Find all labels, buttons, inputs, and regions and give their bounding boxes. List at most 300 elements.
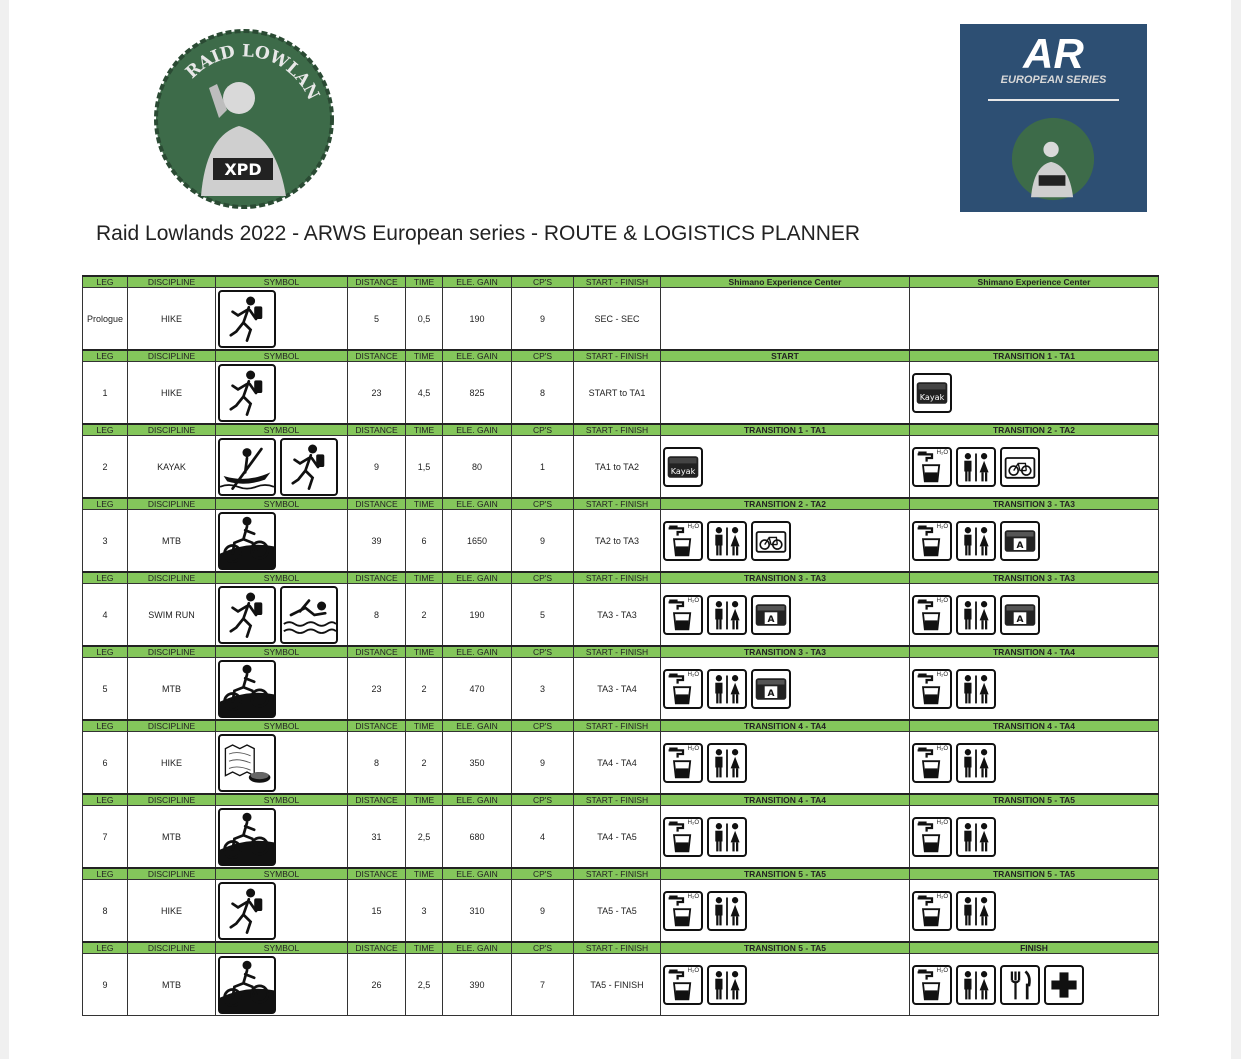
elevation-gain-value: 470	[443, 658, 512, 721]
h2o-label: H₂O	[936, 449, 948, 456]
time-header: TIME	[406, 942, 443, 954]
elevation-gain-value: 680	[443, 806, 512, 869]
water-icon	[912, 891, 952, 931]
discipline-header: DISCIPLINE	[128, 720, 216, 732]
start-finish-value: TA2 to TA3	[574, 510, 661, 573]
checkpoints-header: CP'S	[512, 868, 574, 880]
time-header: TIME	[406, 794, 443, 806]
symbol-header: SYMBOL	[216, 572, 348, 584]
facility-location-title: TRANSITION 4 - TA4	[661, 794, 910, 806]
hike-icon	[280, 438, 338, 496]
distance-value: 9	[348, 436, 406, 499]
time-header: TIME	[406, 350, 443, 362]
symbol-header: SYMBOL	[216, 942, 348, 954]
start-finish-header: START - FINISH	[574, 424, 661, 436]
checkpoints-value: 1	[512, 436, 574, 499]
svg-text:A: A	[767, 614, 775, 625]
distance-value: 26	[348, 954, 406, 1016]
elevation-gain-value: 310	[443, 880, 512, 943]
water-icon	[912, 669, 952, 709]
start-finish-value: START to TA1	[574, 362, 661, 425]
leg-header: LEG	[83, 942, 128, 954]
elevation-gain-value: 190	[443, 584, 512, 647]
gear-box-icon	[1000, 595, 1040, 635]
mtb-icon	[218, 660, 276, 718]
toilet-icon	[707, 595, 747, 635]
checkpoints-value: 9	[512, 880, 574, 943]
time-value: 2	[406, 584, 443, 647]
time-header: TIME	[406, 572, 443, 584]
kayak-icon	[218, 438, 276, 496]
first-aid-icon	[1044, 965, 1084, 1005]
hike-icon	[218, 364, 276, 422]
checkpoints-header: CP'S	[512, 350, 574, 362]
raid-lowlands-logo	[151, 26, 337, 212]
symbol-header: SYMBOL	[216, 794, 348, 806]
hike-icon	[218, 290, 276, 348]
leg-number: 5	[83, 658, 128, 721]
leg-number: 1	[83, 362, 128, 425]
water-icon	[663, 521, 703, 561]
leg-header-row	[83, 276, 1159, 288]
facilities-cell	[661, 288, 910, 351]
facility-location-title: TRANSITION 4 - TA4	[661, 720, 910, 732]
symbol-cell	[216, 362, 348, 425]
kayak-box-icon	[663, 447, 703, 487]
water-icon	[912, 817, 952, 857]
time-value: 1,5	[406, 436, 443, 499]
elevation-gain-value: 825	[443, 362, 512, 425]
distance-value: 5	[348, 288, 406, 351]
h2o-label: H₂O	[936, 967, 948, 974]
elevation-header: ELE. GAIN	[443, 276, 512, 288]
route-planner-table	[82, 275, 1159, 1016]
h2o-label: H₂O	[936, 671, 948, 678]
checkpoints-header: CP'S	[512, 794, 574, 806]
h2o-label: H₂O	[936, 523, 948, 530]
discipline-header: DISCIPLINE	[128, 350, 216, 362]
facilities-cell	[661, 806, 910, 869]
discipline-header: DISCIPLINE	[128, 794, 216, 806]
time-value: 2	[406, 732, 443, 795]
leg-row	[83, 288, 1159, 351]
symbol-header: SYMBOL	[216, 276, 348, 288]
distance-header: DISTANCE	[348, 646, 406, 658]
elevation-header: ELE. GAIN	[443, 720, 512, 732]
distance-header: DISTANCE	[348, 720, 406, 732]
checkpoints-value: 9	[512, 732, 574, 795]
symbol-cell	[216, 954, 348, 1016]
start-finish-header: START - FINISH	[574, 720, 661, 732]
mtb-icon	[218, 512, 276, 570]
facilities-cell	[910, 806, 1159, 869]
elevation-gain-value: 350	[443, 732, 512, 795]
raid-lowlands-small-logo	[1010, 116, 1096, 202]
facility-location-title: TRANSITION 4 - TA4	[910, 720, 1159, 732]
start-finish-header: START - FINISH	[574, 276, 661, 288]
leg-row	[83, 806, 1159, 869]
distance-header: DISTANCE	[348, 498, 406, 510]
time-header: TIME	[406, 720, 443, 732]
checkpoints-value: 9	[512, 510, 574, 573]
start-finish-value: TA1 to TA2	[574, 436, 661, 499]
facility-location-title: Shimano Experience Center	[661, 276, 910, 288]
leg-header: LEG	[83, 646, 128, 658]
leg-row	[83, 510, 1159, 573]
start-finish-value: SEC - SEC	[574, 288, 661, 351]
leg-row	[83, 362, 1159, 425]
leg-header: LEG	[83, 868, 128, 880]
water-icon	[912, 595, 952, 635]
checkpoints-value: 4	[512, 806, 574, 869]
distance-header: DISTANCE	[348, 572, 406, 584]
leg-header: LEG	[83, 572, 128, 584]
toilet-icon	[956, 965, 996, 1005]
start-finish-value: TA4 - TA4	[574, 732, 661, 795]
discipline-header: DISCIPLINE	[128, 276, 216, 288]
svg-text:A: A	[1016, 540, 1024, 551]
leg-number: 4	[83, 584, 128, 647]
facility-location-title: TRANSITION 3 - TA3	[661, 646, 910, 658]
start-finish-value: TA5 - FINISH	[574, 954, 661, 1016]
facilities-cell	[910, 584, 1159, 647]
symbol-cell	[216, 584, 348, 647]
leg-header-row	[83, 424, 1159, 436]
european-series-text: EUROPEAN SERIES	[1000, 74, 1107, 86]
symbol-header: SYMBOL	[216, 720, 348, 732]
facility-location-title: TRANSITION 5 - TA5	[910, 794, 1159, 806]
facility-location-title: TRANSITION 4 - TA4	[910, 646, 1159, 658]
water-icon	[912, 965, 952, 1005]
distance-header: DISTANCE	[348, 942, 406, 954]
water-icon	[663, 817, 703, 857]
discipline-value: KAYAK	[128, 436, 216, 499]
symbol-cell	[216, 436, 348, 499]
time-header: TIME	[406, 646, 443, 658]
distance-header: DISTANCE	[348, 424, 406, 436]
checkpoints-header: CP'S	[512, 646, 574, 658]
discipline-value: SWIM RUN	[128, 584, 216, 647]
time-value: 3	[406, 880, 443, 943]
facility-location-title: TRANSITION 1 - TA1	[910, 350, 1159, 362]
facility-location-title: TRANSITION 5 - TA5	[661, 868, 910, 880]
discipline-header: DISCIPLINE	[128, 646, 216, 658]
start-finish-header: START - FINISH	[574, 350, 661, 362]
leg-row	[83, 732, 1159, 795]
symbol-cell	[216, 732, 348, 795]
time-header: TIME	[406, 868, 443, 880]
time-value: 6	[406, 510, 443, 573]
water-icon	[663, 891, 703, 931]
leg-header-row	[83, 794, 1159, 806]
start-finish-value: TA3 - TA3	[574, 584, 661, 647]
toilet-icon	[956, 669, 996, 709]
distance-value: 15	[348, 880, 406, 943]
symbol-cell	[216, 806, 348, 869]
facilities-cell	[910, 362, 1159, 425]
bike-box-icon	[751, 521, 791, 561]
symbol-header: SYMBOL	[216, 498, 348, 510]
arws-european-series-logo	[960, 24, 1147, 212]
time-value: 2,5	[406, 806, 443, 869]
toilet-icon	[707, 965, 747, 1005]
discipline-header: DISCIPLINE	[128, 498, 216, 510]
facilities-cell	[661, 732, 910, 795]
symbol-cell	[216, 510, 348, 573]
hike-icon	[218, 882, 276, 940]
elevation-header: ELE. GAIN	[443, 424, 512, 436]
leg-header: LEG	[83, 720, 128, 732]
kayak-box-icon	[912, 373, 952, 413]
water-icon	[663, 743, 703, 783]
checkpoints-header: CP'S	[512, 498, 574, 510]
swim-icon	[280, 586, 338, 644]
svg-text:RAID LOWLANDS: RAID LOWLAN	[181, 41, 324, 104]
toilet-icon	[707, 669, 747, 709]
elevation-gain-value: 190	[443, 288, 512, 351]
time-value: 2,5	[406, 954, 443, 1016]
facilities-cell	[910, 880, 1159, 943]
time-value: 4,5	[406, 362, 443, 425]
leg-row	[83, 658, 1159, 721]
symbol-header: SYMBOL	[216, 646, 348, 658]
toilet-icon	[707, 817, 747, 857]
checkpoints-value: 7	[512, 954, 574, 1016]
discipline-value: HIKE	[128, 732, 216, 795]
start-finish-header: START - FINISH	[574, 868, 661, 880]
page-title: Raid Lowlands 2022 - ARWS European series - ROUTE & LOGISTICS PLANNER	[96, 222, 861, 245]
facilities-cell	[910, 658, 1159, 721]
elevation-header: ELE. GAIN	[443, 868, 512, 880]
mtb-icon	[218, 956, 276, 1014]
facility-location-title: TRANSITION 3 - TA3	[661, 572, 910, 584]
leg-header-row	[83, 646, 1159, 658]
leg-header-row	[83, 720, 1159, 732]
time-value: 2	[406, 658, 443, 721]
toilet-icon	[707, 891, 747, 931]
time-header: TIME	[406, 498, 443, 510]
h2o-label: H₂O	[936, 597, 948, 604]
facility-location-title: TRANSITION 1 - TA1	[661, 424, 910, 436]
elevation-gain-value: 390	[443, 954, 512, 1016]
leg-row	[83, 954, 1159, 1016]
facility-location-title: TRANSITION 3 - TA3	[910, 498, 1159, 510]
svg-text:Kayak: Kayak	[919, 391, 945, 402]
checkpoints-value: 5	[512, 584, 574, 647]
checkpoints-header: CP'S	[512, 942, 574, 954]
gear-box-icon	[751, 595, 791, 635]
water-icon	[663, 595, 703, 635]
leg-number: 9	[83, 954, 128, 1016]
start-finish-value: TA4 - TA5	[574, 806, 661, 869]
ar-brand-text: AR	[1023, 30, 1084, 77]
facility-location-title: TRANSITION 5 - TA5	[910, 868, 1159, 880]
hike-icon	[218, 586, 276, 644]
toilet-icon	[707, 521, 747, 561]
discipline-header: DISCIPLINE	[128, 868, 216, 880]
facilities-cell	[661, 362, 910, 425]
checkpoints-header: CP'S	[512, 276, 574, 288]
leg-header: LEG	[83, 424, 128, 436]
gear-box-icon	[751, 669, 791, 709]
elevation-gain-value: 80	[443, 436, 512, 499]
checkpoints-value: 3	[512, 658, 574, 721]
h2o-label: H₂O	[936, 819, 948, 826]
mtb-icon	[218, 808, 276, 866]
facility-location-title: TRANSITION 5 - TA5	[661, 942, 910, 954]
facilities-cell	[910, 436, 1159, 499]
leg-row	[83, 584, 1159, 647]
facilities-cell	[910, 510, 1159, 573]
toilet-icon	[956, 521, 996, 561]
checkpoints-value: 9	[512, 288, 574, 351]
symbol-cell	[216, 880, 348, 943]
facilities-cell	[661, 436, 910, 499]
leg-row	[83, 436, 1159, 499]
leg-number: 2	[83, 436, 128, 499]
facilities-cell	[910, 954, 1159, 1016]
distance-value: 23	[348, 658, 406, 721]
h2o-label: H₂O	[687, 819, 699, 826]
leg-number: Prologue	[83, 288, 128, 351]
distance-value: 31	[348, 806, 406, 869]
facility-location-title: TRANSITION 2 - TA2	[910, 424, 1159, 436]
leg-header-row	[83, 572, 1159, 584]
h2o-label: H₂O	[936, 893, 948, 900]
h2o-label: H₂O	[687, 671, 699, 678]
food-icon	[1000, 965, 1040, 1005]
start-finish-value: TA3 - TA4	[574, 658, 661, 721]
water-icon	[663, 965, 703, 1005]
gear-box-icon	[1000, 521, 1040, 561]
time-header: TIME	[406, 424, 443, 436]
toilet-icon	[956, 447, 996, 487]
leg-row	[83, 880, 1159, 943]
symbol-header: SYMBOL	[216, 424, 348, 436]
distance-value: 23	[348, 362, 406, 425]
toilet-icon	[956, 743, 996, 783]
orienteering-icon	[218, 734, 276, 792]
h2o-label: H₂O	[936, 745, 948, 752]
facility-location-title: FINISH	[910, 942, 1159, 954]
elevation-header: ELE. GAIN	[443, 794, 512, 806]
distance-header: DISTANCE	[348, 794, 406, 806]
leg-header-row	[83, 942, 1159, 954]
distance-value: 8	[348, 732, 406, 795]
facilities-cell	[910, 288, 1159, 351]
start-finish-value: TA5 - TA5	[574, 880, 661, 943]
water-icon	[912, 521, 952, 561]
leg-header: LEG	[83, 276, 128, 288]
symbol-header: SYMBOL	[216, 868, 348, 880]
checkpoints-header: CP'S	[512, 720, 574, 732]
discipline-header: DISCIPLINE	[128, 424, 216, 436]
start-finish-header: START - FINISH	[574, 498, 661, 510]
leg-header: LEG	[83, 350, 128, 362]
start-finish-header: START - FINISH	[574, 794, 661, 806]
h2o-label: H₂O	[687, 893, 699, 900]
discipline-value: MTB	[128, 510, 216, 573]
time-value: 0,5	[406, 288, 443, 351]
checkpoints-header: CP'S	[512, 424, 574, 436]
toilet-icon	[956, 891, 996, 931]
svg-text:A: A	[1016, 614, 1024, 625]
discipline-value: MTB	[128, 954, 216, 1016]
facilities-cell	[661, 954, 910, 1016]
svg-text:XPD: XPD	[224, 160, 262, 179]
distance-header: DISTANCE	[348, 350, 406, 362]
leg-number: 7	[83, 806, 128, 869]
symbol-cell	[216, 288, 348, 351]
toilet-icon	[956, 817, 996, 857]
leg-header-row	[83, 350, 1159, 362]
leg-header-row	[83, 868, 1159, 880]
facilities-cell	[661, 880, 910, 943]
distance-value: 39	[348, 510, 406, 573]
facility-location-title: TRANSITION 3 - TA3	[910, 572, 1159, 584]
leg-number: 6	[83, 732, 128, 795]
facilities-cell	[661, 658, 910, 721]
h2o-label: H₂O	[687, 745, 699, 752]
facility-location-title: Shimano Experience Center	[910, 276, 1159, 288]
elevation-header: ELE. GAIN	[443, 572, 512, 584]
svg-text:A: A	[767, 688, 775, 699]
discipline-value: HIKE	[128, 880, 216, 943]
discipline-value: MTB	[128, 806, 216, 869]
leg-header: LEG	[83, 794, 128, 806]
distance-value: 8	[348, 584, 406, 647]
leg-number: 8	[83, 880, 128, 943]
leg-number: 3	[83, 510, 128, 573]
water-icon	[912, 447, 952, 487]
h2o-label: H₂O	[687, 523, 699, 530]
svg-text:Kayak: Kayak	[670, 465, 696, 476]
water-icon	[912, 743, 952, 783]
symbol-cell	[216, 658, 348, 721]
symbol-header: SYMBOL	[216, 350, 348, 362]
bike-box-icon	[1000, 447, 1040, 487]
water-icon	[663, 669, 703, 709]
start-finish-header: START - FINISH	[574, 572, 661, 584]
distance-header: DISTANCE	[348, 276, 406, 288]
toilet-icon	[956, 595, 996, 635]
checkpoints-header: CP'S	[512, 572, 574, 584]
toilet-icon	[707, 743, 747, 783]
checkpoints-value: 8	[512, 362, 574, 425]
facilities-cell	[661, 584, 910, 647]
facilities-cell	[910, 732, 1159, 795]
discipline-value: MTB	[128, 658, 216, 721]
facility-location-title: TRANSITION 2 - TA2	[661, 498, 910, 510]
start-finish-header: START - FINISH	[574, 942, 661, 954]
elevation-header: ELE. GAIN	[443, 646, 512, 658]
facility-location-title: START	[661, 350, 910, 362]
elevation-gain-value: 1650	[443, 510, 512, 573]
time-header: TIME	[406, 276, 443, 288]
discipline-value: HIKE	[128, 362, 216, 425]
leg-header-row	[83, 498, 1159, 510]
discipline-header: DISCIPLINE	[128, 942, 216, 954]
discipline-header: DISCIPLINE	[128, 572, 216, 584]
h2o-label: H₂O	[687, 597, 699, 604]
elevation-header: ELE. GAIN	[443, 498, 512, 510]
elevation-header: ELE. GAIN	[443, 350, 512, 362]
start-finish-header: START - FINISH	[574, 646, 661, 658]
h2o-label: H₂O	[687, 967, 699, 974]
leg-header: LEG	[83, 498, 128, 510]
discipline-value: HIKE	[128, 288, 216, 351]
distance-header: DISTANCE	[348, 868, 406, 880]
